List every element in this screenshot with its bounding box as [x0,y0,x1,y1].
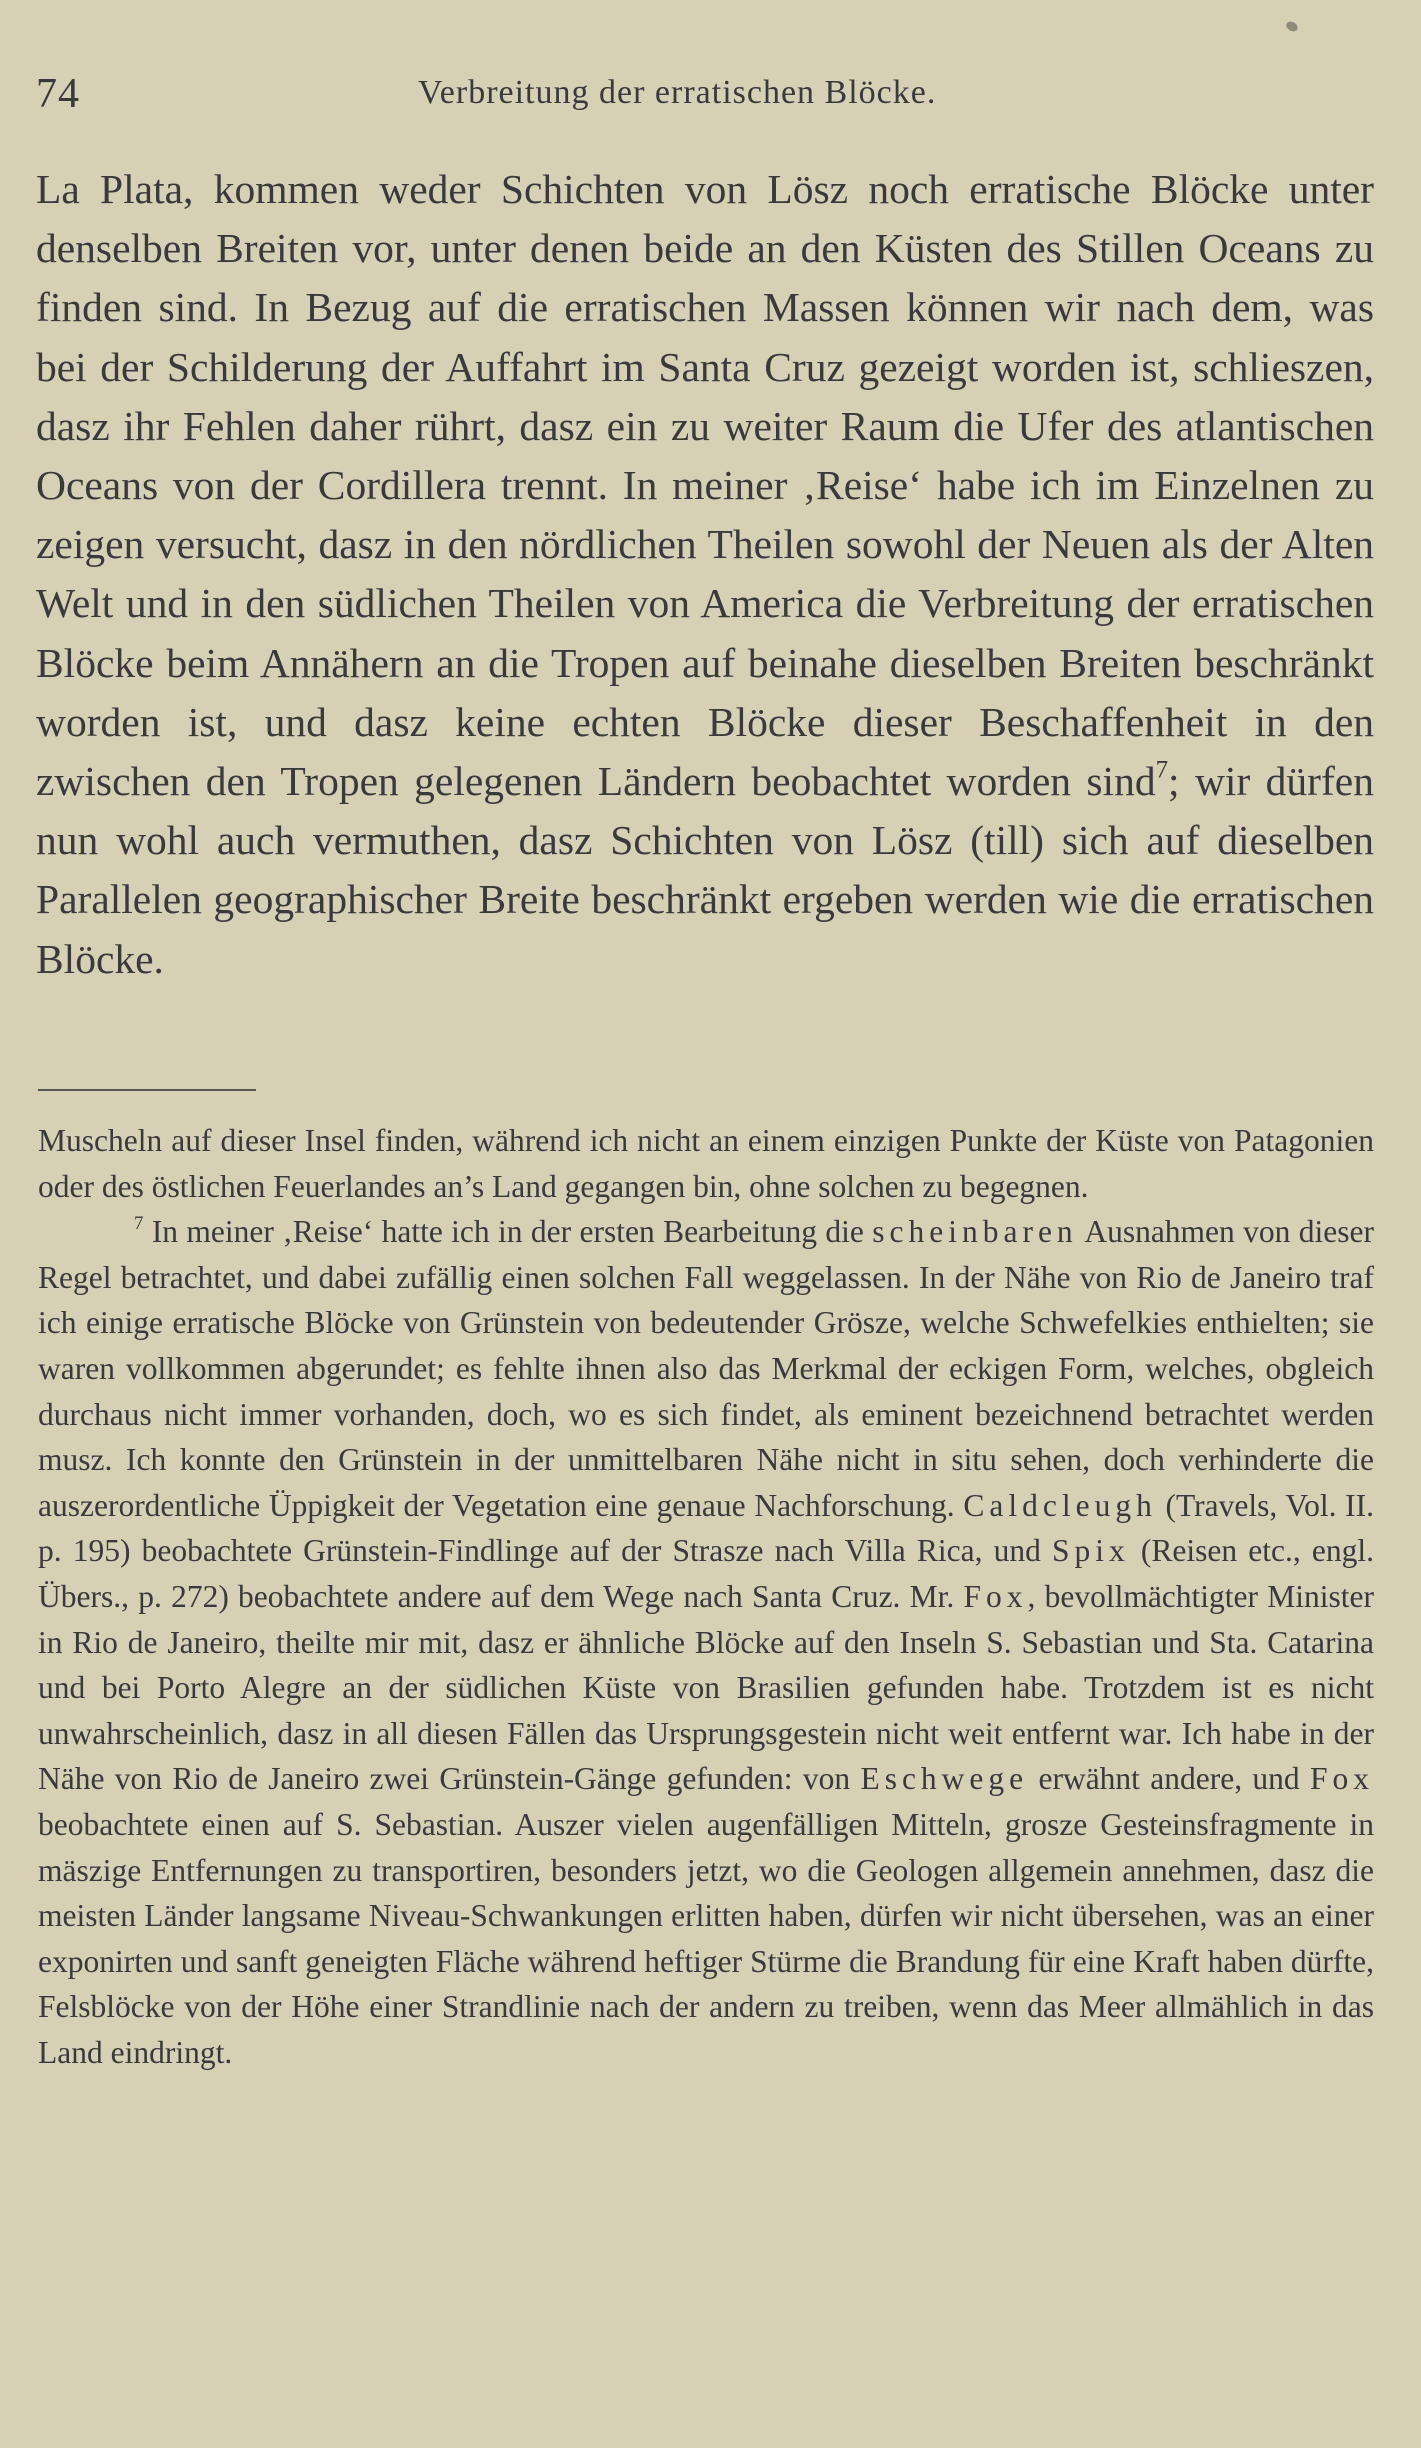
author-name: Spix [1052,1533,1130,1569]
footnote-text: beobachtete einen auf S. Sebastian. Auszer vielen augenfälligen Mitteln, grosze Gesteinsfragmente in mäszige Entfernungen zu transportiren, besonders jetzt, wo die Geologen allgemein annehmen, dasz die meisten Länder langsame Niveau-Schwankungen erlitten haben, dürfen wir nicht übersehen, was an einer exponirten und sanft geneigten Fläche während heftiger Stürme die Brandung für eine Kraft haben dürfte, Felsblöcke von der Höhe einer Strandlinie nach der andern zu treiben, wenn das Meer allmählich in das Land eindringt. [38,1806,1374,2070]
footnote-separator [38,1089,256,1091]
footnote-text: In meiner ‚Reise‘ hatte ich in der ersten Bearbeitung die [143,1214,873,1250]
footnote-text: Ausnahmen von dieser Regel betrachtet, und dabei zufällig einen solchen Fall weggelassen. In der Nähe von Rio de Janeiro traf ich einige erratische Blöcke von Grünstein von bedeutender Grösze, welche Schwefelkies enthielten; sie waren vollkommen abgerundet; es fehlte ihnen also das Merkmal der eckigen Form, welches, obgleich durchaus nicht immer vorhanden, doch, wo es sich findet, als eminent bezeichnend betrachtet werden musz. Ich konnte den Grünstein in der unmittelbaren Nähe nicht in situ sehen, doch verhinderte die auszerordentliche Üppigkeit der Vegetation eine genaue Nachforschung. [38,1214,1374,1523]
page-header [36,70,1376,130]
author-name: Fox [963,1578,1028,1614]
footnote-continuation: Muscheln auf dieser Insel finden, während ich nicht an einem einzigen Punkte der Küste von Patagonien oder des östlichen Feuerlandes an’s Land gegangen bin, ohne solchen zu begegnen. [38,1123,1374,1204]
main-text-body: La Plata, kommen weder Schichten von Lösz noch erratische Blöcke unter denselben Breiten vor, unter denen beide an den Küsten des Stillen Oceans zu finden sind. In Bezug auf die erratischen Massen können wir nach dem, was bei der Schilderung der Auffahrt im Santa Cruz gezeigt worden ist, schlieszen, dasz ihr Fehlen daher rührt, dasz ein zu weiter Raum die Ufer des atlantischen Oceans von der Cordillera trennt. In meiner ‚Reise‘ habe ich im Einzelnen zu zeigen versucht, dasz in den nördlichen Theilen sowohl der Neuen als der Alten Welt und in den südlichen Theilen von America die Verbreitung der erratischen Blöcke beim Annähern an die Tropen auf beinahe dieselben Breiten beschränkt worden ist, und dasz keine echten Blöcke dieser Beschaffenheit in den zwischen den Tropen gelegenen Ländern beobachtet worden sind [36,166,1374,805]
author-name: Fox [1309,1761,1375,1797]
author-name: Eschwege [860,1761,1029,1797]
author-name: Caldcleugh [963,1487,1157,1523]
footnote-reference: 7 [1155,756,1169,784]
running-title: Verbreitung der erratischen Blöcke. [418,74,937,111]
footnote-text: (Reisen etc., engl. Übers., p. 272) beobachtete andere auf dem Wege nach Santa Cruz. Mr. [38,1533,1374,1614]
footnote-text: , bevollmächtigter Minister in Rio de Janeiro, theilte mir mit, dasz er ähnliche Blöcke auf den Inseln S. Sebastian und Sta. Catarina und bei Porto Alegre an der südlichen Küste von Brasilien gefunden habe. Trotzdem ist es nicht unwahrscheinlich, dasz in all diesen Fällen das Ursprungsgestein nicht weit entfernt war. Ich habe in der Nähe von Rio de Janeiro zwei Grünstein-Gänge gefunden: von [38,1578,1374,1797]
spaced-emphasis: scheinbaren [872,1214,1078,1250]
footnote-text: (Travels, Vol. II. p. 195) beobachtete Grünstein-Findlinge auf der Strasze nach Villa Rica, und [38,1487,1374,1569]
footnote-marker: 7 [134,1212,144,1234]
footnote-text: erwähnt andere, und [1028,1761,1310,1797]
footnotes [38,1118,1374,2075]
ink-speck [1285,20,1300,34]
main-paragraph [36,160,1374,989]
footnote-7 [38,1209,1374,2075]
main-text-end: ; wir dürfen nun wohl auch vermuthen, dasz Schichten von Lösz (till) sich auf dieselben Parallelen geographischer Breite beschränkt ergeben werden wie die erratischen Blöcke. [36,758,1374,982]
page-number: 74 [36,71,80,117]
